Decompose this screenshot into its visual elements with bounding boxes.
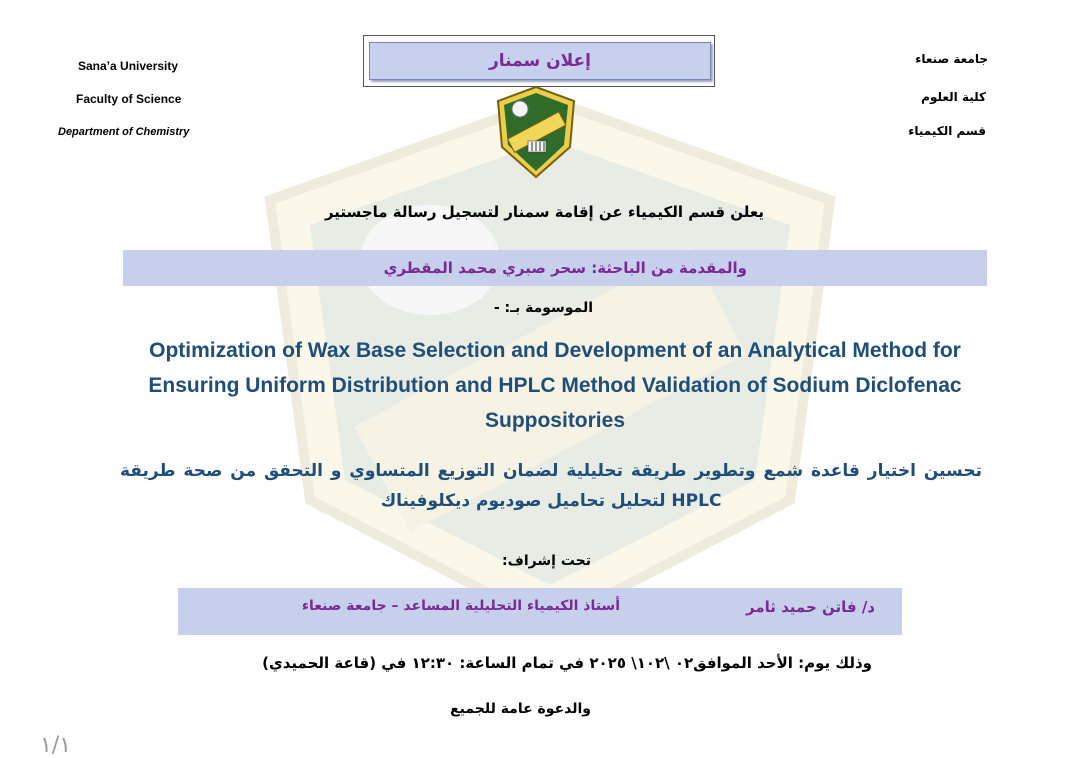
supervisor-title: أستاذ الكيمياء التحليلية المساعد – جامعة صنعاء bbox=[301, 598, 620, 614]
public-invitation: والدعوة عامة للجميع bbox=[450, 701, 591, 717]
presenter-name: والمقدمة من الباحثة: سحر صبري محمد المقطري bbox=[383, 259, 747, 277]
titled-label: الموسومة بـ: - bbox=[493, 300, 593, 316]
thesis-title-ar: تحسين اختيار قاعدة شمع وتطوير طريقة تحليلية لضمان التوزيع المتساوي و التحقق من صحة طريقة HPLC لتحليل تحاميل صوديوم ديكلوفيناك bbox=[120, 461, 982, 511]
university-name-en: Sana’a University bbox=[78, 59, 179, 73]
university-logo bbox=[494, 85, 578, 180]
department-name-en: Department of Chemistry bbox=[58, 126, 190, 138]
thesis-title-en: Optimization of Wax Base Selection and Development of an Analytical Method for Ensuring Uniform Distribution and HPLC Method Validation of Sodium Diclofenac Suppositories bbox=[148, 339, 962, 432]
seminar-schedule: وذلك يوم: الأحد الموافق٠٢ \١٠٢\ ٢٠٢٥ في تمام الساعة: ١٢:٣٠ في (قاعة الحميدي) bbox=[262, 654, 872, 672]
announcement-title: إعلان سمنار bbox=[489, 51, 591, 71]
page-number: ١/١ bbox=[40, 733, 72, 758]
department-name-ar: قسم الكيمياء bbox=[908, 124, 986, 138]
faculty-name-ar: كلية العلوم bbox=[921, 90, 986, 104]
supervisor-name: د/ فاتن حميد ثامر bbox=[746, 598, 875, 616]
announcement-title-box bbox=[369, 42, 711, 80]
supervision-label: تحت إشراف: bbox=[502, 553, 591, 569]
university-name-ar: جامعة صنعاء bbox=[915, 52, 988, 66]
faculty-name-en: Faculty of Science bbox=[76, 92, 182, 106]
announcement-intro: يعلن قسم الكيمياء عن إقامة سمنار لتسجيل رسالة ماجستير bbox=[324, 203, 764, 221]
